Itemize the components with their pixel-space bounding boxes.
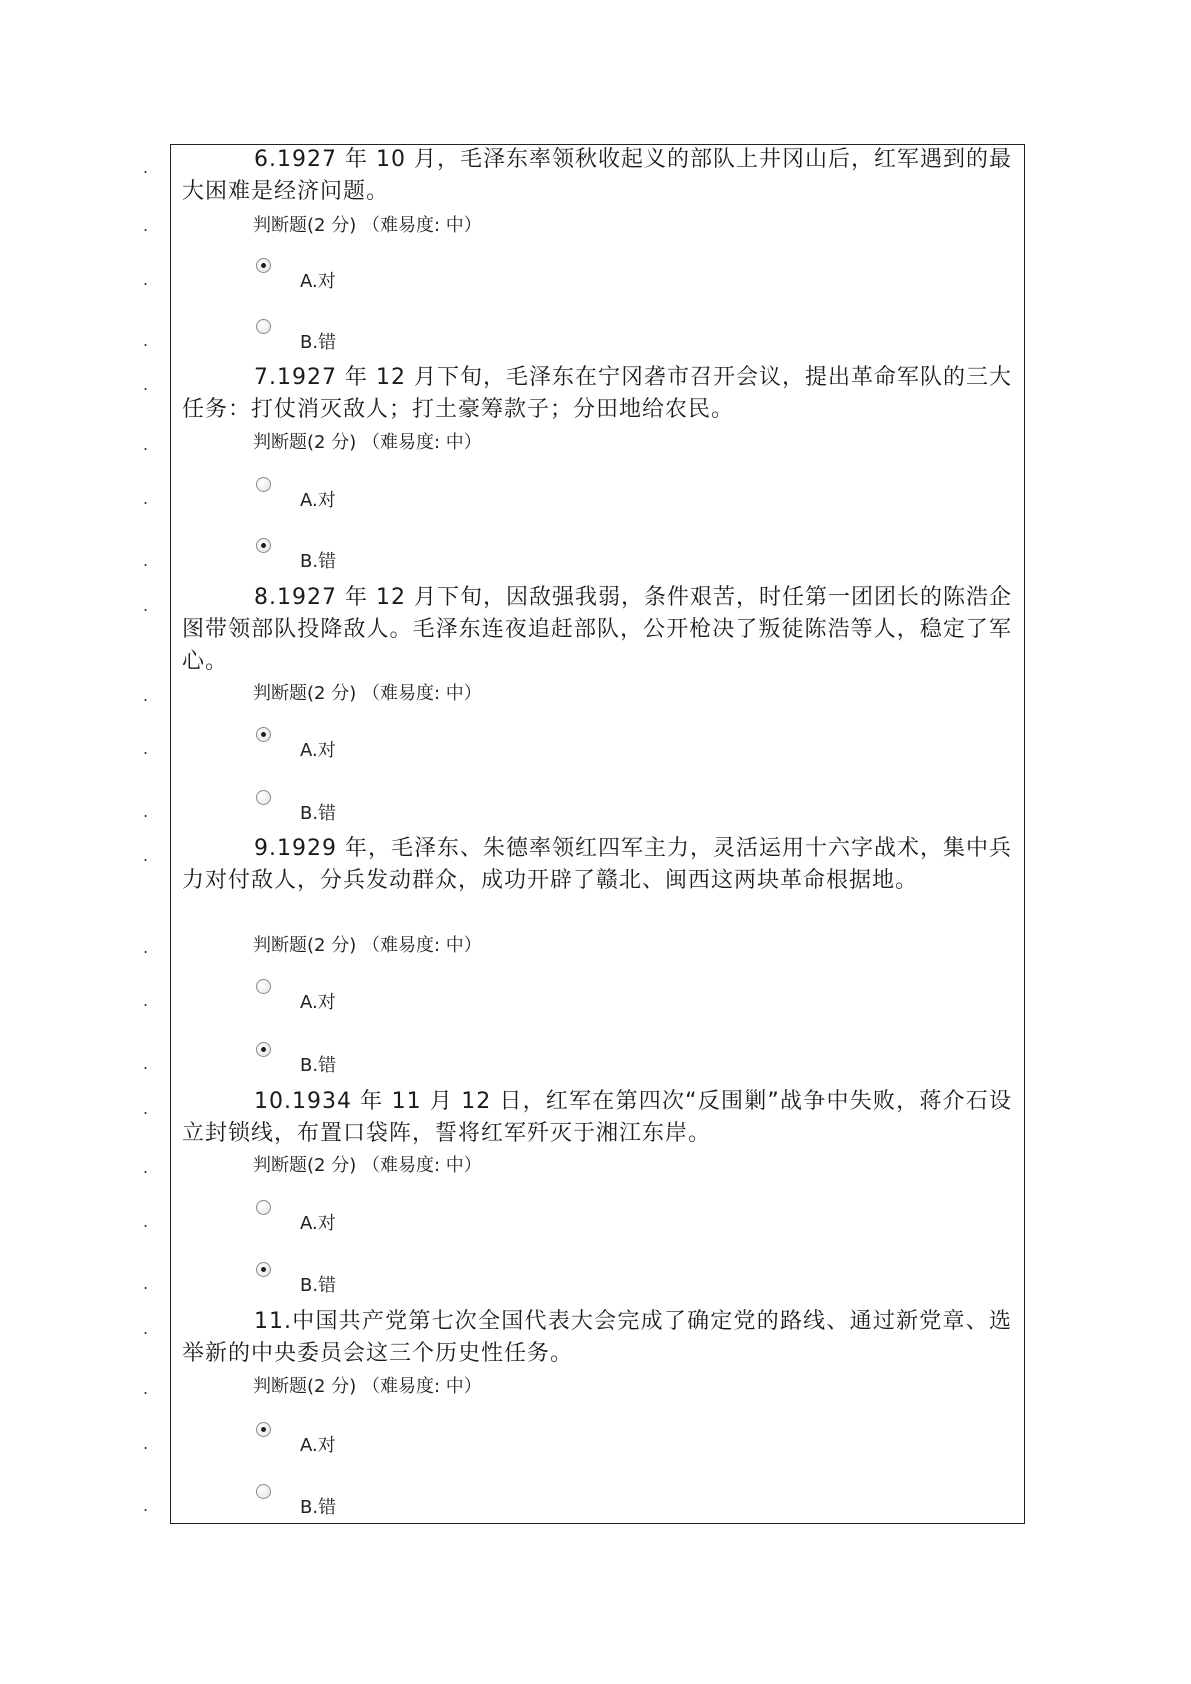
list-bullet: . (143, 158, 149, 177)
option-label: A.对 (300, 271, 336, 292)
radio-checked-icon[interactable] (256, 538, 271, 553)
option-label: A.对 (300, 740, 336, 761)
question-11-option-b[interactable] (256, 1484, 456, 1524)
option-label: B.错 (300, 803, 337, 824)
question-6-option-a[interactable] (256, 258, 456, 298)
radio-checked-icon[interactable] (256, 1262, 271, 1277)
question-9-option-a[interactable] (256, 979, 456, 1019)
list-bullet: . (143, 1496, 149, 1515)
question-6-option-b[interactable] (256, 319, 456, 359)
radio-unchecked-icon[interactable] (256, 790, 271, 805)
list-bullet: . (143, 1319, 149, 1338)
question-7-option-b[interactable] (256, 538, 456, 578)
option-label: B.错 (300, 332, 337, 353)
list-bullet: . (143, 435, 149, 454)
option-label: A.对 (300, 992, 336, 1013)
question-10-option-a[interactable] (256, 1200, 456, 1240)
list-bullet: . (143, 991, 149, 1010)
list-bullet: . (143, 1158, 149, 1177)
radio-checked-icon[interactable] (256, 258, 271, 273)
list-bullet: . (143, 551, 149, 570)
radio-unchecked-icon[interactable] (256, 477, 271, 492)
question-7-meta: 判断题(2 分) （难易度: 中） (253, 432, 482, 453)
question-8-text: 8.1927 年 12 月下旬，因敌强我弱，条件艰苦，时任第一团团长的陈浩企图带领部队投降敌人。毛泽东连夜追赶部队，公开枪决了叛徒陈浩等人，稳定了军心。 (182, 585, 1012, 674)
option-label: B.错 (300, 1275, 337, 1296)
radio-unchecked-icon[interactable] (256, 979, 271, 994)
option-label: A.对 (300, 1435, 336, 1456)
option-label: B.错 (300, 1055, 337, 1076)
list-bullet: . (143, 739, 149, 758)
question-10-meta: 判断题(2 分) （难易度: 中） (253, 1155, 482, 1176)
question-7-option-a[interactable] (256, 477, 456, 517)
list-bullet: . (143, 846, 149, 865)
radio-checked-icon[interactable] (256, 1042, 271, 1057)
list-bullet: . (143, 802, 149, 821)
list-bullet: . (143, 1212, 149, 1231)
question-11-meta: 判断题(2 分) （难易度: 中） (253, 1376, 482, 1397)
option-label: B.错 (300, 1497, 337, 1518)
question-8-option-b[interactable] (256, 790, 456, 830)
question-9-text: 9.1929 年，毛泽东、朱德率领红四军主力，灵活运用十六字战术，集中兵力对付敌人，分兵发动群众，成功开辟了赣北、闽西这两块革命根据地。 (182, 836, 1012, 893)
list-bullet: . (143, 596, 149, 615)
question-10-option-b[interactable] (256, 1262, 456, 1302)
option-label: A.对 (300, 490, 336, 511)
radio-checked-icon[interactable] (256, 727, 271, 742)
list-bullet: . (143, 1379, 149, 1398)
radio-checked-icon[interactable] (256, 1422, 271, 1437)
question-6-meta: 判断题(2 分) （难易度: 中） (253, 215, 482, 236)
question-6-text: 6.1927 年 10 月，毛泽东率领秋收起义的部队上井冈山后，红军遇到的最大困难是经济问题。 (182, 147, 1012, 204)
list-bullet: . (143, 489, 149, 508)
question-8-meta: 判断题(2 分) （难易度: 中） (253, 683, 482, 704)
list-bullet: . (143, 1099, 149, 1118)
list-bullet: . (143, 686, 149, 705)
list-bullet: . (143, 1274, 149, 1293)
list-bullet: . (143, 216, 149, 235)
list-bullet: . (143, 270, 149, 289)
radio-unchecked-icon[interactable] (256, 319, 271, 334)
option-label: A.对 (300, 1213, 336, 1234)
question-10-text: 10.1934 年 11 月 12 日，红军在第四次“反围剿”战争中失败，蒋介石设立封锁线，布置口袋阵，誓将红军歼灭于湘江东岸。 (182, 1089, 1012, 1146)
question-11-text: 11.中国共产党第七次全国代表大会完成了确定党的路线、通过新党章、选举新的中央委员会这三个历史性任务。 (182, 1309, 1012, 1366)
question-8-option-a[interactable] (256, 727, 456, 767)
question-11-option-a[interactable] (256, 1422, 456, 1462)
list-bullet: . (143, 1434, 149, 1453)
list-bullet: . (143, 938, 149, 957)
question-7-text: 7.1927 年 12 月下旬，毛泽东在宁冈砻市召开会议，提出革命军队的三大任务：打仗消灭敌人；打土豪筹款子；分田地给农民。 (182, 365, 1012, 422)
question-9-meta: 判断题(2 分) （难易度: 中） (253, 935, 482, 956)
list-bullet: . (143, 331, 149, 350)
list-bullet: . (143, 1054, 149, 1073)
option-label: B.错 (300, 551, 337, 572)
question-9-option-b[interactable] (256, 1042, 456, 1082)
radio-unchecked-icon[interactable] (256, 1200, 271, 1215)
radio-unchecked-icon[interactable] (256, 1484, 271, 1499)
list-bullet: . (143, 375, 149, 394)
